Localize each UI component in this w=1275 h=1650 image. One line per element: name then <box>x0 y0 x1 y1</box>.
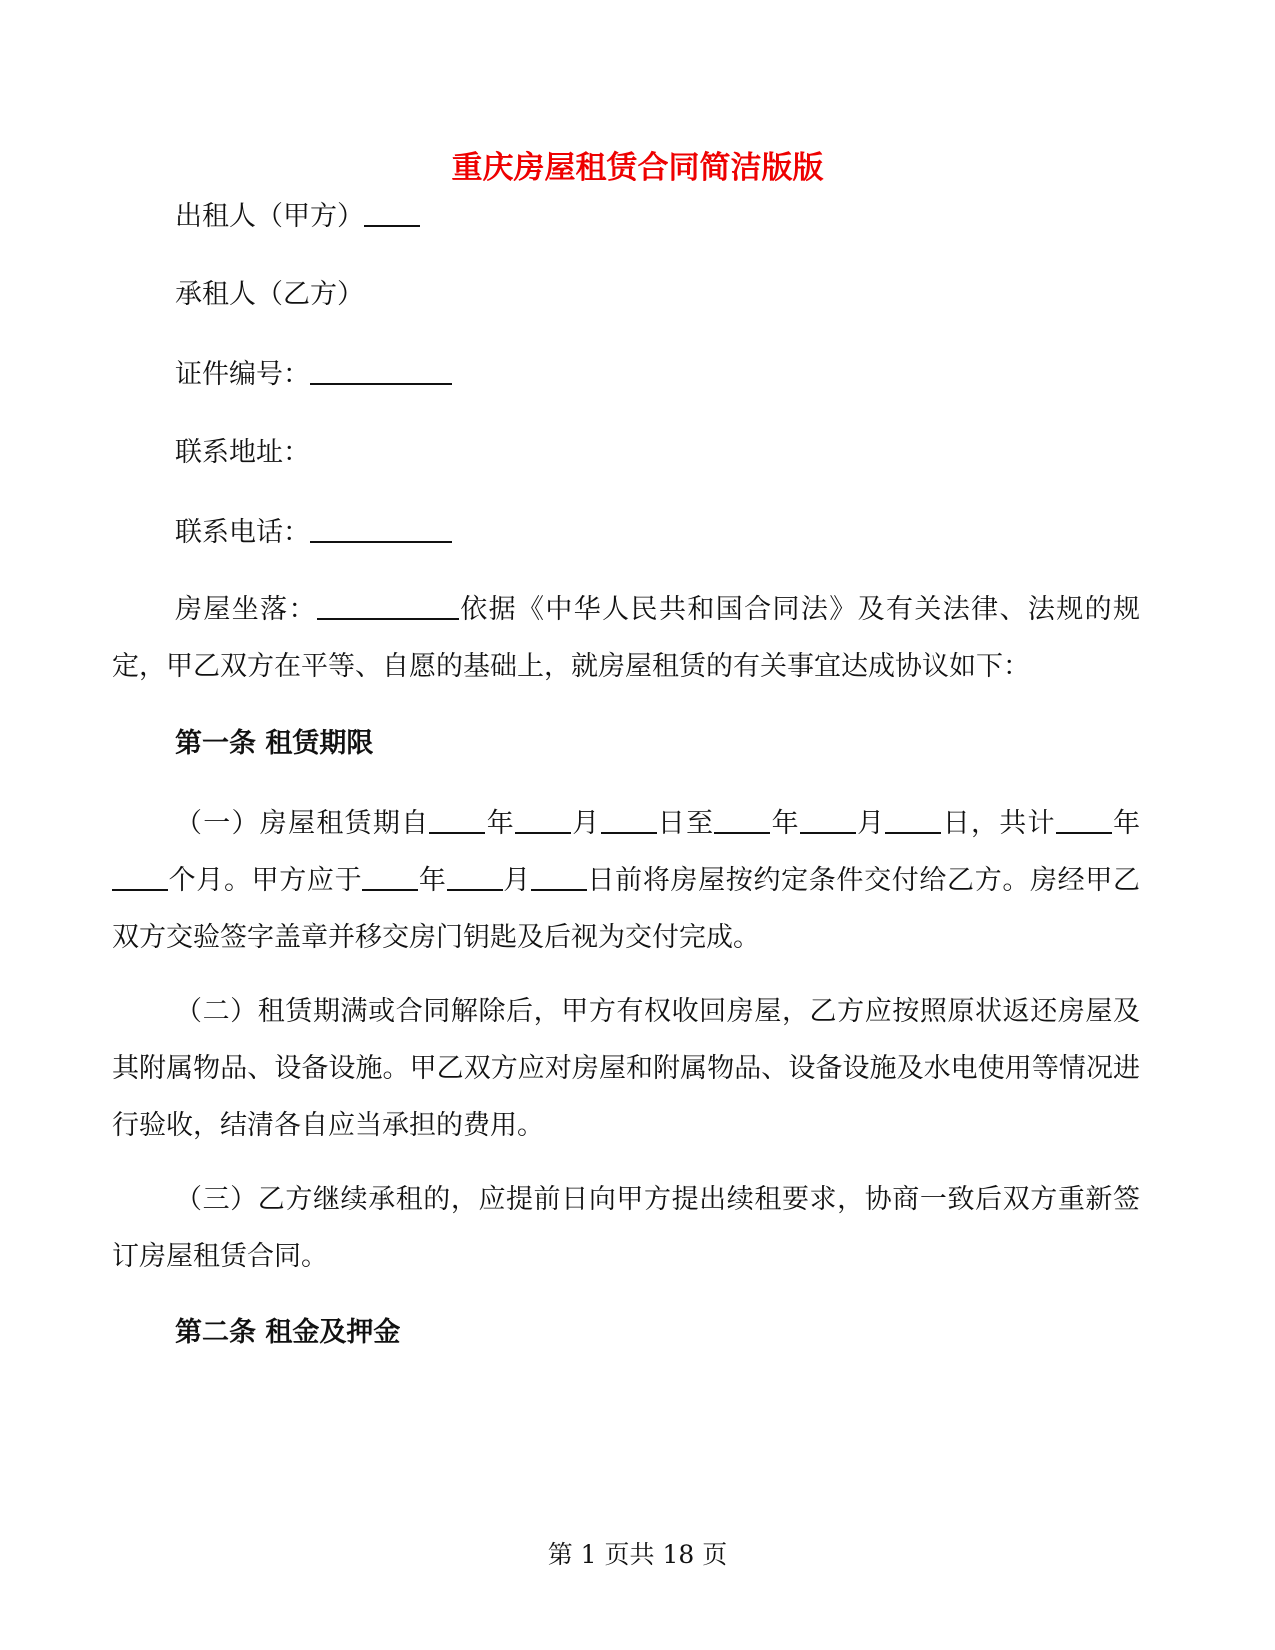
phone-blank <box>310 515 452 543</box>
article1-clause1 <box>112 795 1140 966</box>
blank <box>601 806 657 834</box>
blank <box>800 806 856 834</box>
blank <box>429 806 485 834</box>
clause1-day-to: 日至 <box>656 808 715 839</box>
article1-clause3: （三）乙方继续承租的，应提前日向甲方提出续租要求，协商一致后双方重新签订房屋租赁合同。 <box>112 1184 1140 1272</box>
location-label: 房屋坐落： <box>175 594 317 625</box>
address-field <box>175 436 310 470</box>
clause1-text-end: 日前将房屋按约定条件交付给乙方。房经甲乙双方交验签字盖章并移交房门钥匙及后视为交付完成。 <box>112 865 1140 953</box>
lessor-blank <box>364 199 420 227</box>
clause1-months: 个月。甲方应于 <box>168 865 363 896</box>
lessor-label: 出租人（甲方） <box>175 201 364 232</box>
lessee-field <box>175 278 364 312</box>
phone-field <box>175 515 452 550</box>
blank <box>112 863 168 891</box>
blank <box>515 806 571 834</box>
clause1-month: 月 <box>570 808 601 839</box>
blank <box>1056 806 1112 834</box>
clause1-year: 年 <box>485 808 515 839</box>
lessor-field <box>175 199 420 234</box>
article1-heading: 第一条 租赁期限 <box>175 728 374 759</box>
lessee-label: 承租人（乙方） <box>175 279 364 310</box>
intro-text: 依据《中华人民共和国合同法》及有关法律、法规的规定，甲乙双方在平等、自愿的基础上，就房屋租赁的有关事宜达成协议如下： <box>112 594 1141 682</box>
blank <box>362 863 418 891</box>
id-number-field <box>175 357 452 392</box>
id-number-blank <box>310 357 452 385</box>
clause1-year: 年 <box>418 865 447 896</box>
blank <box>531 863 587 891</box>
clause1-year: 年 <box>1111 808 1141 839</box>
page-footer: 第 1 页共 18 页 <box>547 1540 728 1569</box>
blank <box>447 863 503 891</box>
article1-clause2: （二）租赁期满或合同解除后，甲方有权收回房屋，乙方应按照原状返还房屋及其附属物品、设备设施。甲乙双方应对房屋和附属物品、设备设施及水电使用等情况进行验收，结清各自应当承担的费用。 <box>112 996 1140 1141</box>
clause1-day-total: 日，共计 <box>941 808 1056 839</box>
blank <box>885 806 941 834</box>
article2-heading: 第二条 租金及押金 <box>175 1317 401 1348</box>
clause1-month: 月 <box>502 865 531 896</box>
clause1-month: 月 <box>855 808 886 839</box>
clause1-text-start: （一）房屋租赁期自 <box>175 808 430 839</box>
address-label: 联系地址： <box>175 437 310 468</box>
document-title: 重庆房屋租赁合同简洁版版 <box>451 150 824 186</box>
clause1-year: 年 <box>770 808 800 839</box>
id-number-label: 证件编号： <box>175 359 310 390</box>
phone-label: 联系电话： <box>175 517 310 548</box>
blank <box>714 806 770 834</box>
location-blank <box>317 592 459 620</box>
intro-paragraph <box>112 581 1140 695</box>
